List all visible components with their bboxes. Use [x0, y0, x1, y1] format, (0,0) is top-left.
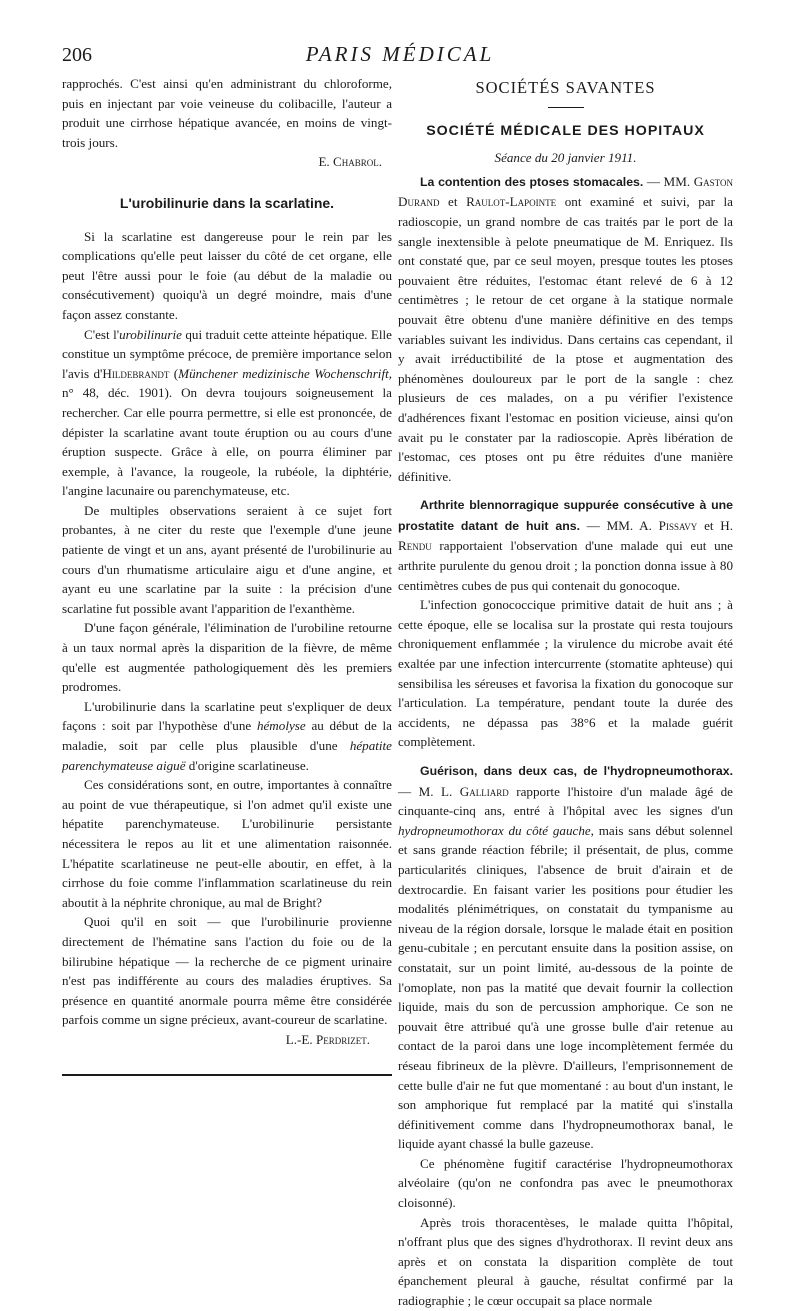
text-run: au début de la maladie, soit par celle plus plausible d'une	[62, 718, 392, 753]
italic-term: hydropneumothorax du côté gauche,	[398, 822, 594, 838]
running-head: PARIS MÉDICAL	[305, 42, 495, 66]
text-run: — M. L.	[398, 783, 460, 799]
report-paragraph	[398, 495, 733, 595]
paragraph: Quoi qu'il en soit — que l'urobilinurie provienne directement de l'hématine sans l'action du foie ou de la bilirubine hépatique — la recherche de ce pigment urinaire n'est pas indifférente au cours des maladies éruptives. Sa présence en quantité anormale pourra même être considérée parfois comme un signe précieux, avant-coureur de scarlatine.	[62, 914, 392, 1028]
session-date: Séance du 20 janvier 1911.	[494, 150, 637, 166]
text-run: C'est l'	[84, 326, 120, 342]
author-signature: E. Chabrol.	[318, 154, 382, 170]
text-run: rapporte l'histoire d'un malade âgé de cinquante-cinq ans, entré à l'hôpital avec les signes d'un	[398, 783, 733, 819]
end-rule	[62, 1074, 392, 1076]
paragraph	[62, 325, 392, 501]
italic-term: hémolyse	[256, 718, 306, 734]
text-run: n° 48, déc. 1901). On devra toujours soigneusement la rechercher. Car elle pourra permettre, si elle est prononcée, de dépister la scarlatine avant toute éruption ou au cours d'une éruption suspecte. Grâce à elle, on pourra éliminer par exemple, à l'avance, la rougeole, la rubéole, la diphtérie, l'angine lacunaire ou parenchymateuse, etc.	[62, 385, 392, 499]
text-run: et	[439, 194, 467, 210]
text-run: et H.	[697, 517, 733, 533]
divider	[548, 107, 584, 108]
italic-term: urobilinurie	[119, 326, 182, 342]
report-heading: La contention des ptoses stomacales.	[420, 174, 644, 189]
italic-term: hépatite parenchymateuse aiguë	[62, 738, 392, 773]
paragraph: Ces considérations sont, en outre, importantes à connaître au point de vue thérapeutique, si l'on admet qu'il existe une hépatite parenchymateuse. L'urobilinurie persistante nécessitera le repos au lit et une alimentation raisonnée. L'hépatite scarlatineuse ne peut-elle aboutir, en effet, à la cirrhose du foie comme l'inflammation scarlatineuse du rein aboutit à la néphrite chronique, au mal de Bright?	[62, 777, 392, 910]
author-name: Raulot-Lapointe	[466, 194, 557, 210]
paragraph: L'infection gonococcique primitive datait de huit ans ; à cette époque, elle se localisa sur la prostate qui resta toujours chroniquement enflammée ; la virulence du microbe avait été exaltée par une infection intercurrente (stomatite aphteuse) qui sensibilisa les séreuses et favorisa la fixation du gonocoque sur l'articulation. La température, pendant toute la durée des accidents, ne dépassa pas 38°6 et la malade guérit complètement.	[398, 597, 733, 750]
journal-citation: Münchener medizinische Wochenschrift,	[178, 365, 392, 381]
text-run: L'urobilinurie dans la scarlatine peut s'expliquer de deux façons : soit par l'hypothèse d'une	[62, 698, 392, 734]
author-signature: L.-E. Perdrizet.	[285, 1031, 370, 1047]
paragraph: Après trois thoracentèses, le malade quitta l'hôpital, n'offrant plus que des signes d'hydrothorax. Il revint deux ans après et on constata la disparition complète de tout épanchement pleural à gauche, résultat confirmé par la radiographie ; le cœur occupait sa place normale	[398, 1214, 733, 1309]
paragraph: D'une façon générale, l'élimination de l'urobiline retourne à un taux normal après la disparition de la fièvre, de même qu'elle est augmentée pathologiquement dès les premiers prodromes.	[62, 620, 392, 695]
report-heading: Guérison, dans deux cas, de l'hydropneumothorax.	[420, 764, 733, 778]
report-heading: Arthrite blennorragique suppurée consécutive à une prostatite datant de huit ans.	[398, 498, 733, 533]
text-run: rapportaient l'observation d'une malade qui eut une arthrite purulente du genou droit ; la ponction donna issue à 80 centimètres cubes de pus qui contenait du gonocoque.	[398, 538, 733, 593]
text-run: (	[169, 365, 179, 381]
section-heading: SOCIÉTÉS SAVANTES	[475, 78, 656, 97]
author-name: Hildebrandt	[102, 365, 170, 381]
left-column	[62, 74, 392, 1076]
right-column	[398, 74, 733, 1311]
text-run: mais sans début solennel et sans grande réaction fébrile; il présentait, de plus, comme particularités cliniques, l'absence de bruit d'airain et de dextrocardie. En faisant varier les positions pour étudier les modalités plénimétriques, on constatait du tympanisme au niveau de la région dorsale, lorsque le malade était en position genu-cubitale ; en percutant ensuite dans la position assise, on constatait, sur un point limité, au-dessous de la pointe de l'omoplate, non pas la matité que devait fournir la collection liquide, mais du son de percussion amphorique. Ce son ne pouvait être attribué qu'à une grosse bulle d'air retenue au contact de la paroi dans une loge incomplètement fermée du réseau fibrineux de la plèvre. D'ailleurs, l'emprisonnement de cette bulle d'air ne fut que momentané : au bout d'un instant, le son amphorique fut remplacé par la matité qui s'installa définitivement comme dans l'hydropneumothorax banal, le liquide ayant chassé la bulle gazeuse.	[398, 822, 733, 1152]
article-title: L'urobilinurie dans la scarlatine.	[119, 194, 335, 211]
author-name: Gaston Durand	[398, 173, 733, 210]
society-heading: SOCIÉTÉ MÉDICALE DES HOPITAUX	[426, 122, 705, 139]
author-name: Pissavy	[658, 517, 698, 533]
carryover-paragraph: rapprochés. C'est ainsi qu'en administrant du chloroforme, puis en injectant par voie veineuse du colibacille, l'auteur a produit une cirrhose hépatique avancée, en moins de vingt-trois jours.	[62, 76, 392, 150]
paragraph	[62, 697, 392, 775]
report-paragraph	[398, 761, 733, 1154]
paragraph: Ce phénomène fugitif caractérise l'hydropneumothorax alvéolaire (qu'on ne confondra pas avec le pneumothorax cloisonné).	[398, 1155, 733, 1211]
text-run: d'origine scarlatineuse.	[185, 757, 309, 773]
author-name: Rendu	[398, 538, 432, 554]
report-paragraph	[398, 172, 733, 487]
text-run: — MM. A.	[580, 517, 659, 533]
text-run: — MM.	[643, 173, 694, 189]
text-run: ont examiné et suivi, par la radioscopie, un grand nombre de cas traités par le port de la sangle inextensible à pelote pneumatique de M. Enriquez. Ils ont constaté que, par ce seul moyen, presque toutes les ptoses pouvaient être réduites, l'estomac étant relevé de 6 à 12 centimètres ; le retour de cet organe à la statique normale pouvait être obtenu d'une manière définitive en des temps variables suivant les individus. Dans certains cas cependant, il y avait irréductibilité de la ptose et augmentation des phénomènes douloureux par le port de la sangle : chez plusieurs de ces malades, on a pu vérifier l'existence d'adhérences fixant l'estomac en position vicieuse, ainsi qu'on avait pu le constater par la radioscopie. Après libération de l'estomac, ces ptoses ont pu être réduites d'une manière définitive.	[398, 194, 733, 484]
author-name: Galliard	[459, 783, 509, 799]
text-run: qui traduit cette atteinte hépatique. Elle constitue un symptôme précoce, de première importance selon l'avis d'	[62, 326, 392, 381]
paragraph: De multiples observations seraient à ce sujet fort probantes, à ne citer du reste que l'exemple d'une jeune patiente de vingt et un ans, ayant présenté de l'urobilinurie au cours d'un rhumatisme articulaire aigu et d'une angine, et ayant eu une scarlatine par la suite : la précision d'une scarlatine fut possible avant l'apparition de l'exanthème.	[62, 502, 392, 616]
page-number: 206	[62, 44, 92, 66]
paragraph: Si la scarlatine est dangereuse pour le rein par les complications qu'elle peut laisser du côté de cet organe, elle peut l'être aussi pour le foie (au début de la maladie ou consécutivement) quoiqu'à un degré moindre, mais d'une façon assez constante.	[62, 228, 392, 322]
